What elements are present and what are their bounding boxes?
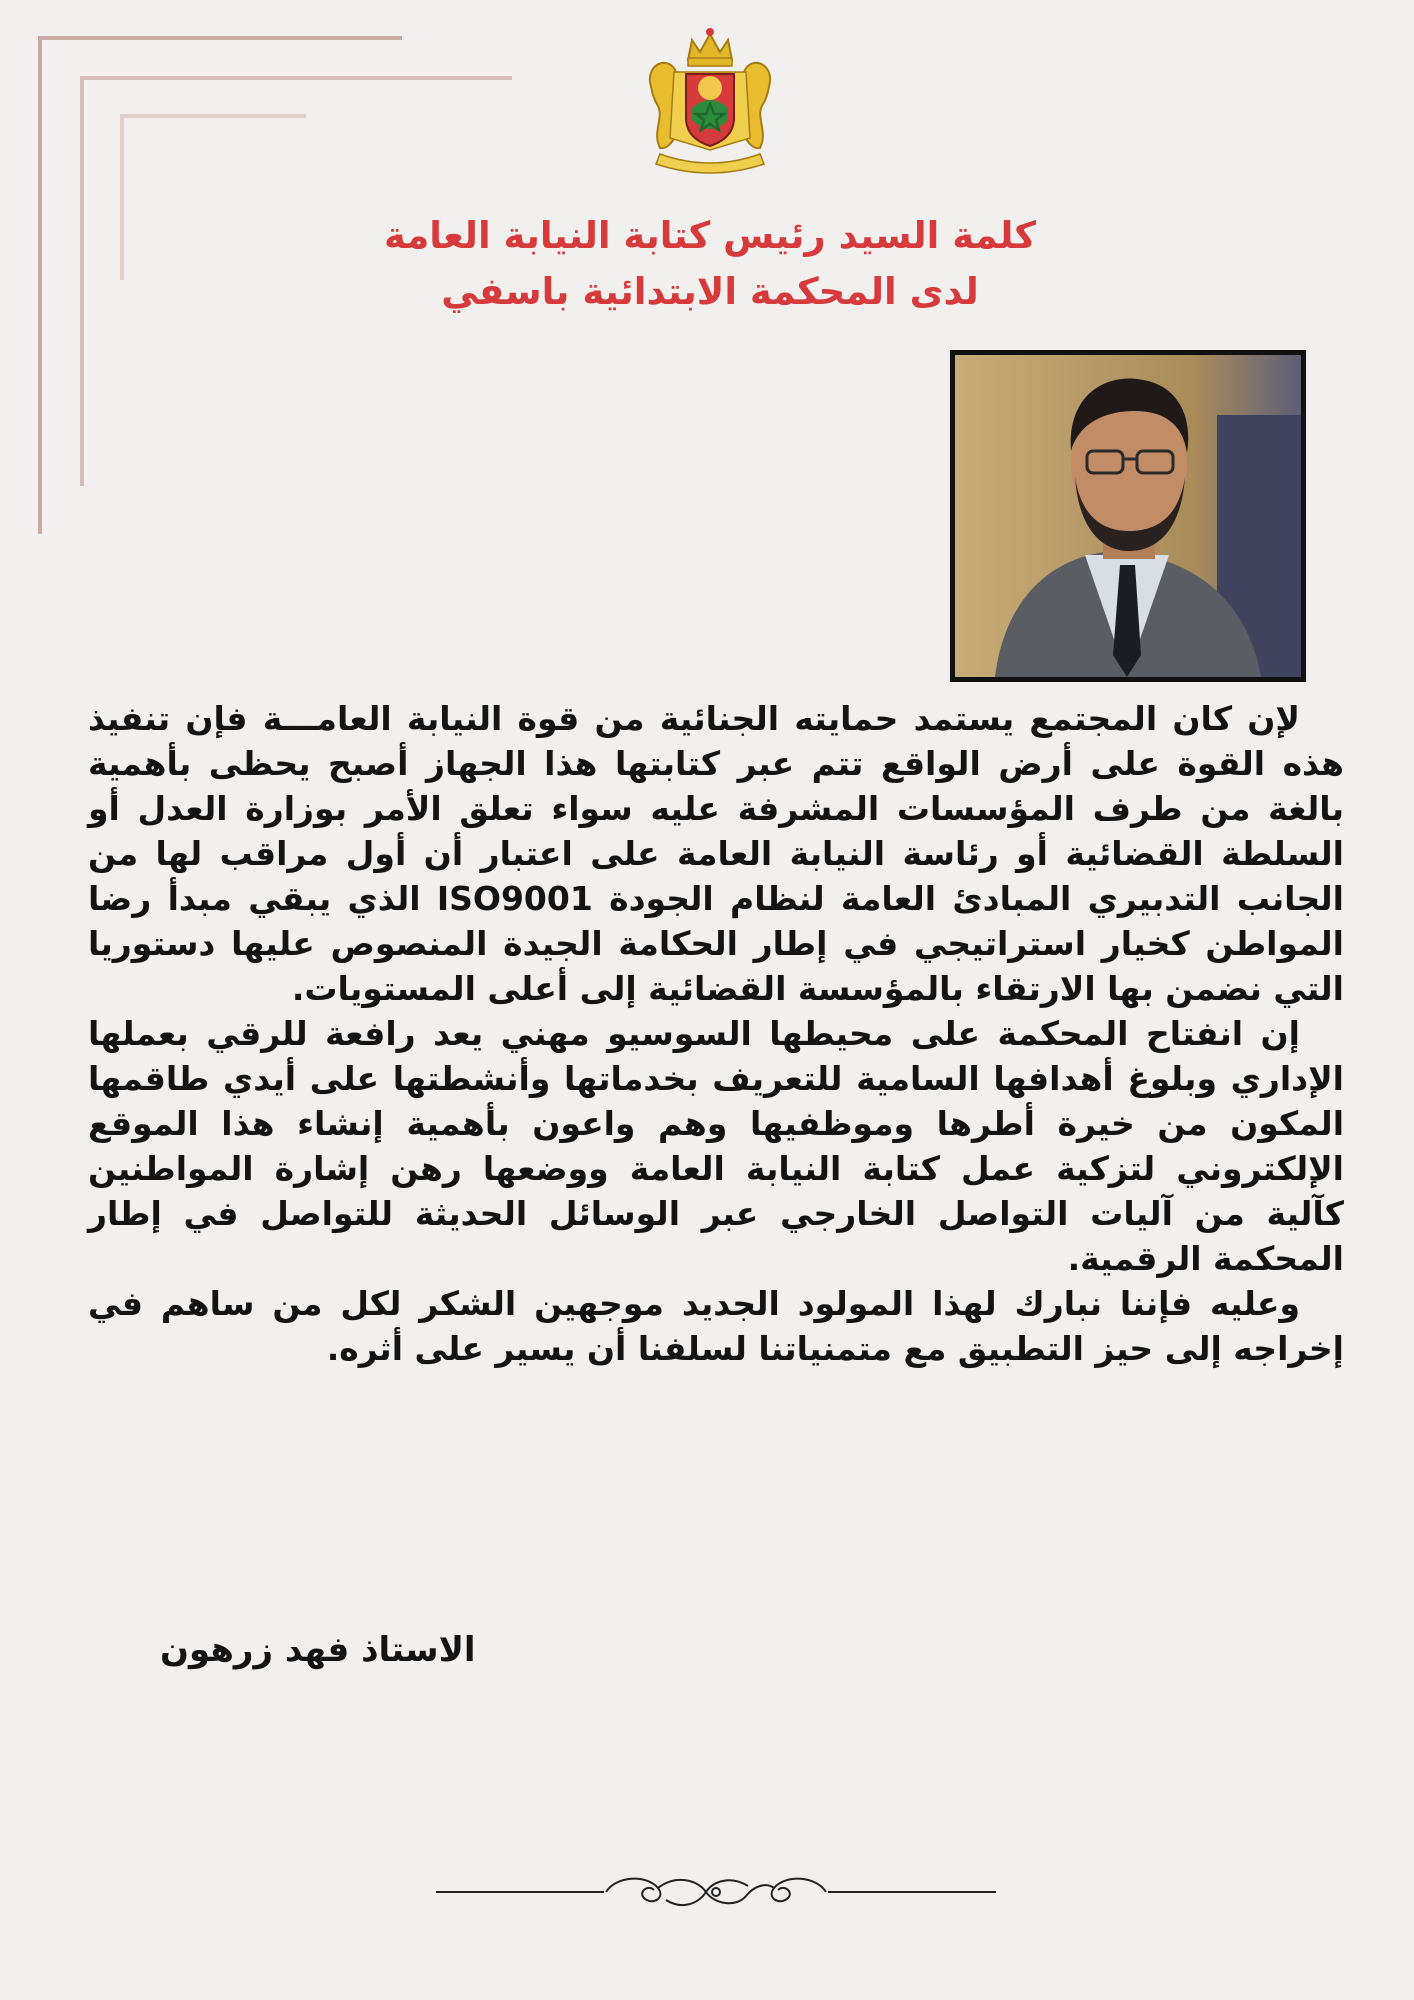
portrait-illustration [955, 355, 1301, 677]
title-line-1: كلمة السيد رئيس كتابة النيابة العامة [383, 214, 1037, 257]
flourish-divider-icon [436, 1866, 996, 1918]
signature: الاستاذ فهد زرهون [160, 1630, 476, 1670]
body-text [88, 696, 1344, 1371]
royal-coat-of-arms-icon [630, 22, 790, 182]
paragraph-2: إن انفتاح المحكمة على محيطها السوسيو مهني يعد رافعة للرقي بعملها الإداري وبلوغ أهدافها السامية للتعريف بخدماتها وأنشطتها على أيدي طاقمها المكون من خيرة أطرها وموظفيها وهم واعون بأهمية إنشاء هذا الموقع الإلكتروني لتزكية عمل كتابة النيابة العامة ووضعها رهن إشارة المواطنين كآلية من آليات التواصل الخارجي عبر الوسائل الحديثة للتواصل في إطار المحكمة الرقمية. [88, 1014, 1344, 1278]
paragraph-1: لإن كان المجتمع يستمد حمايته الجنائية من قوة النيابة العامـــة فإن تنفيذ هذه القوة على أرض الواقع تتم عبر كتابتها هذا الجهاز أصبح يحظى بأهمية بالغة من طرف المؤسسات المشرفة عليه سواء تعلق الأمر بوزارة العدل أو السلطة القضائية أو رئاسة النيابة العامة على اعتبار أن أول مراقب لها من الجانب التدبيري المبادئ العامة لنظام الجودة ISO9001 الذي يبقي مبدأ رضا المواطن كخيار استراتيجي في إطار الحكامة الجيدة المنصوص عليها دستوريا التي نضمن بها الارتقاء بالمؤسسة القضائية إلى أعلى المستويات. [88, 699, 1344, 1008]
title-line-2: لدى المحكمة الابتدائية باسفي [441, 270, 979, 313]
portrait-photo [950, 350, 1306, 682]
page-title [300, 208, 1120, 320]
paragraph-3: وعليه فإننا نبارك لهذا المولود الجديد موجهين الشكر لكل من ساهم في إخراجه إلى حيز التطبيق مع متمنياتنا لسلفنا أن يسير على أثره. [88, 1284, 1344, 1368]
